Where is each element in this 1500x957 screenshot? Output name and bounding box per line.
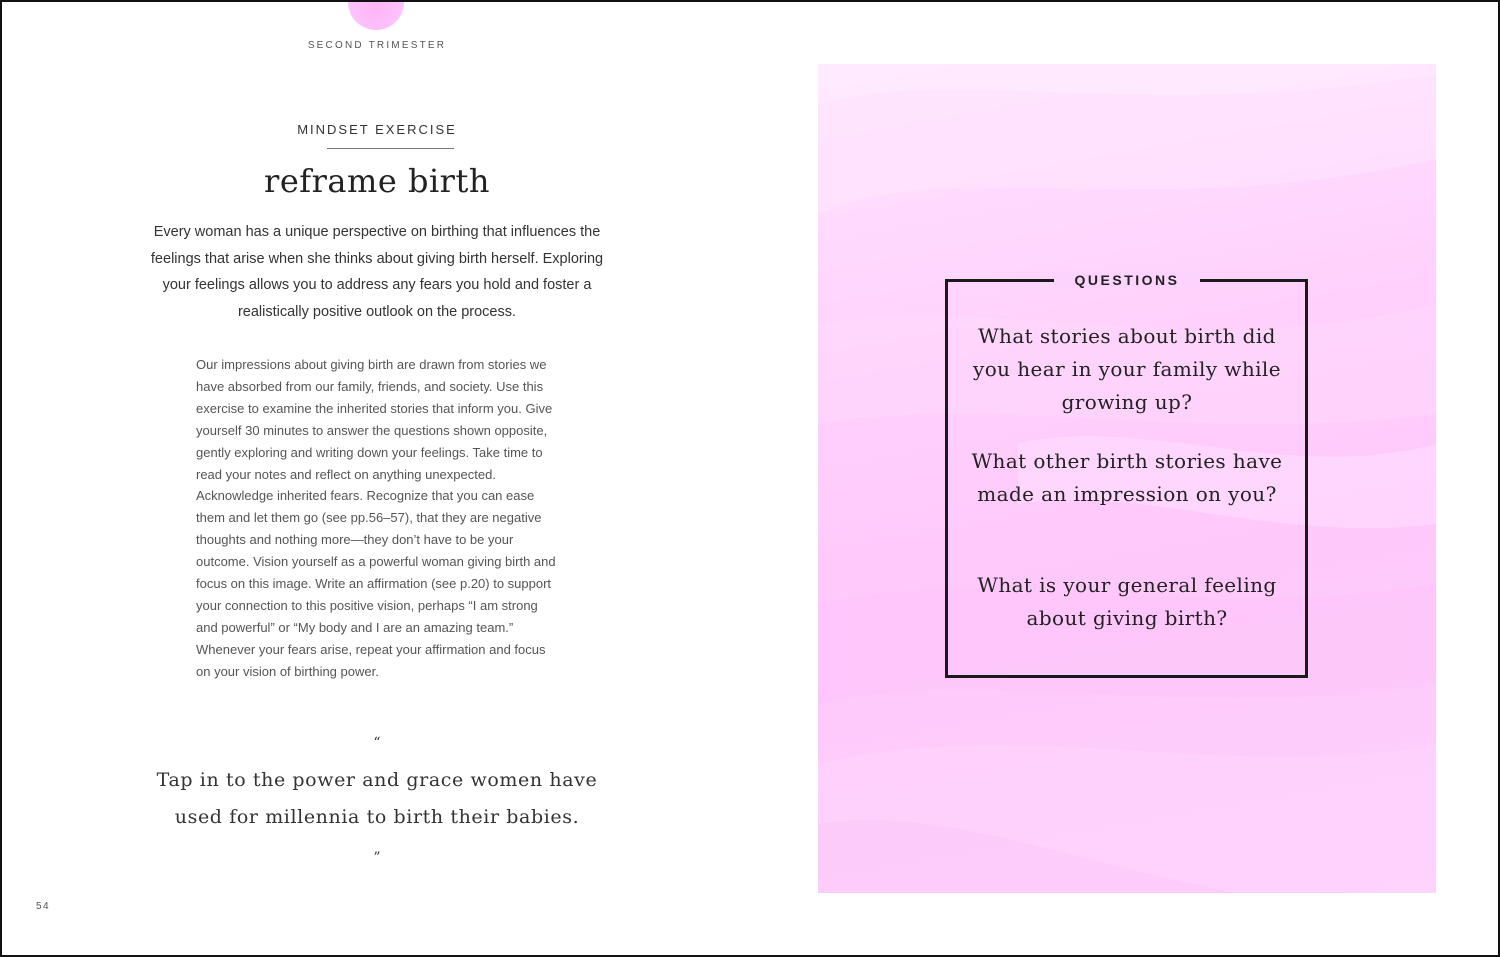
pull-quote: Tap in to the power and grace women have used for millennia to birth their babies.	[156, 769, 598, 828]
question-1: What stories about birth did you hear in your family while growing up?	[973, 324, 1281, 414]
question-2: What other birth stories have made an impression on you?	[971, 449, 1283, 506]
running-head: SECOND TRIMESTER	[307, 40, 447, 51]
kicker-divider	[327, 148, 454, 149]
questions-label: QUESTIONS	[1054, 271, 1200, 289]
close-quote-mark: ”	[373, 850, 381, 866]
decorative-pink-circle	[348, 0, 404, 30]
page-title: reframe birth	[264, 162, 490, 200]
lead-paragraph: Every woman has a unique perspective on birthing that influences the feelings that arise when she thinks about giving birth herself. Exploring your feelings allows you to address any fears you hold and foster a realistically positive outlook on the process.	[150, 224, 604, 320]
body-paragraph: Our impressions about giving birth are drawn from stories we have absorbed from our family, friends, and society. Use this exercise to examine the inherited stories that inform you. Give yourself 30 minutes to answer the questions shown opposite, gently exploring and writing down your feelings. Take time to read your notes and reflect on anything unexpected. Acknowledge inherited fears. Recognize that you can ease them and let them go (see pp.56–57), that they are negative thoughts and nothing more—they don’t have to be your outcome. Vision yourself as a powerful woman giving birth and focus on this image. Write an affirmation (see p.20) to support your connection to this positive vision, perhaps “I am strong and powerful” or “My body and I are an amazing team.” Whenever your fears arise, repeat your affirmation and focus on your vision of birthing power.	[196, 357, 556, 679]
section-kicker: MINDSET EXERCISE	[297, 122, 457, 137]
open-quote-mark: “	[373, 735, 381, 751]
page-number: 54	[36, 901, 51, 912]
question-3: What is your general feeling about giving birth?	[977, 573, 1277, 630]
